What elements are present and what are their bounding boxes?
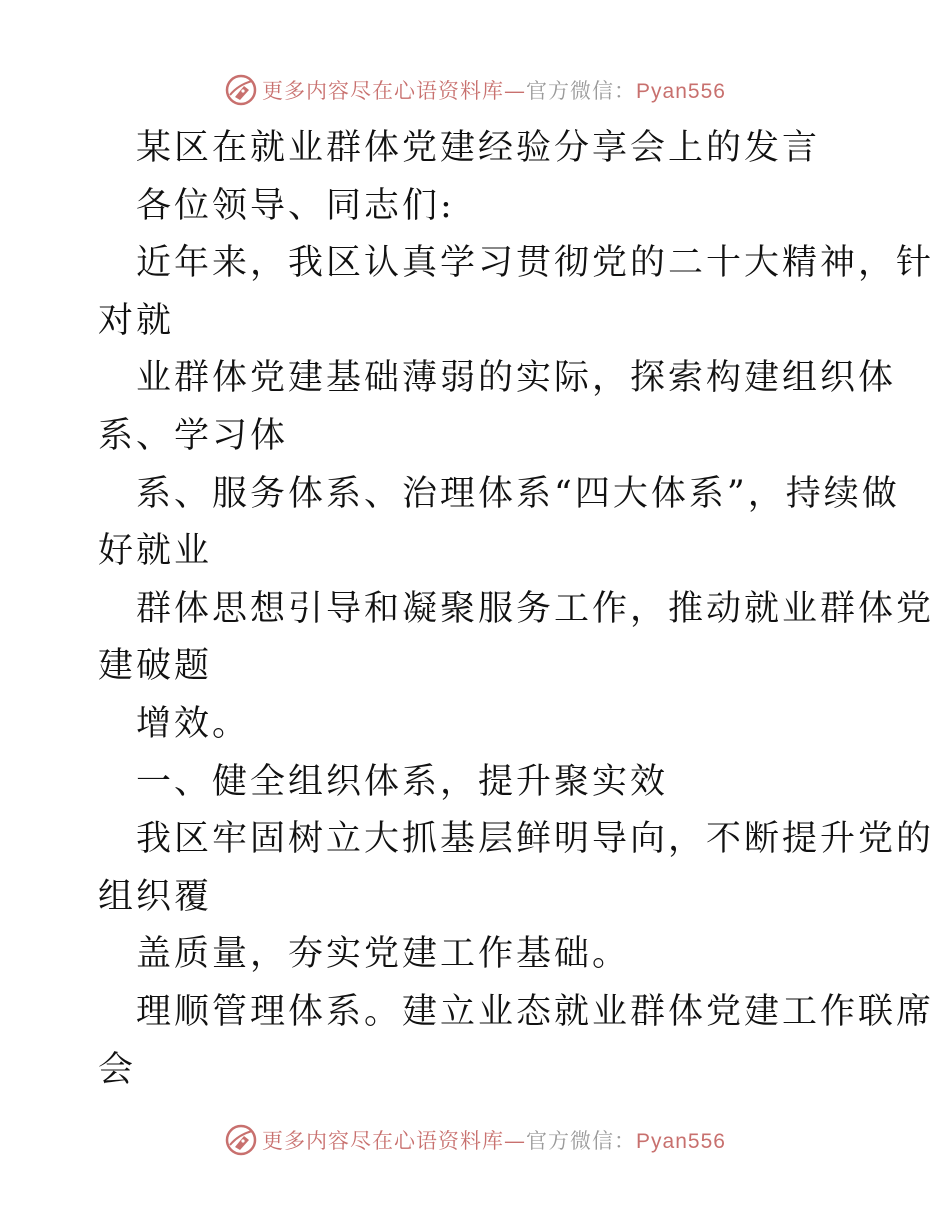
text-line: 建破题 xyxy=(98,646,213,687)
text-line: 盖质量，夯实党建工作基础。 xyxy=(136,934,631,975)
footer-watermark xyxy=(0,1120,950,1160)
text-line: 好就业 xyxy=(98,531,213,572)
pen-nib-circle-logo xyxy=(224,73,258,107)
text-line: 理顺管理体系。建立业态就业群体党建工作联席 xyxy=(136,991,935,1032)
text-line: 业群体党建基础薄弱的实际，探索构建组织体 xyxy=(136,358,897,399)
text-line: 各位领导、同志们: xyxy=(136,185,455,226)
text-line: 会 xyxy=(98,1049,137,1090)
text-line: 我区牢固树立大抓基层鲜明导向，不断提升党的 xyxy=(136,819,935,860)
text-line: 系、服务体系、治理体系“四大体系”，持续做 xyxy=(136,473,900,514)
document-body xyxy=(98,120,935,1099)
text-line: 一、健全组织体系，提升聚实效 xyxy=(136,761,669,802)
watermark-text: 更多内容尽在心语资料库—官方微信：Pyan556 xyxy=(262,1129,726,1153)
text-line: 对就 xyxy=(98,300,175,341)
text-line: 群体思想引导和凝聚服务工作，推动就业群体党 xyxy=(136,588,935,629)
text-line: 近年来，我区认真学习贯彻党的二十大精神，针 xyxy=(136,243,935,284)
text-line: 增效。 xyxy=(136,703,251,744)
watermark-text: 更多内容尽在心语资料库—官方微信：Pyan556 xyxy=(262,79,726,103)
text-line: 系、学习体 xyxy=(98,415,289,456)
text-line: 组织覆 xyxy=(98,876,213,917)
document-title: 某区在就业群体党建经验分享会上的发言 xyxy=(136,128,821,168)
header-watermark xyxy=(0,70,950,110)
pen-nib-circle-logo xyxy=(224,1123,258,1157)
